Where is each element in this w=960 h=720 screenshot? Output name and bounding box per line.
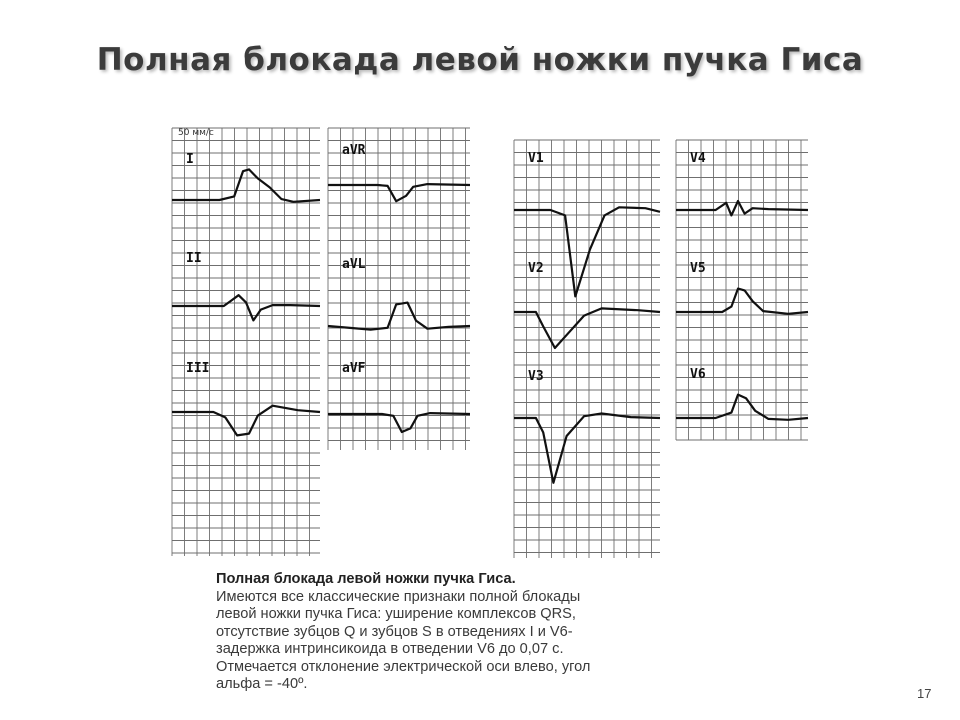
- caption-line: левой ножки пучка Гиса: уширение комплексов QRS,: [216, 606, 576, 622]
- caption-heading: Полная блокада левой ножки пучка Гиса.: [216, 571, 516, 587]
- caption-line: Имеются все классические признаки полной блокады: [216, 588, 581, 605]
- lead-label-v4: V4: [690, 151, 706, 166]
- lead-label-v1: V1: [528, 151, 544, 166]
- lead-label-avr: aVR: [342, 143, 366, 158]
- lead-label-avl: aVL: [342, 257, 366, 272]
- lead-label-ii: II: [186, 251, 202, 266]
- lead-label-v2: V2: [528, 261, 544, 276]
- caption-line: отсутствие зубцов Q и зубцов S в отведениях I и V6-: [216, 623, 573, 640]
- lead-label-v6: V6: [690, 367, 706, 382]
- caption-line: Отмечается отклонение электрической оси влево, угол: [216, 658, 591, 675]
- ecg-panel: [514, 140, 660, 558]
- lead-label-v5: V5: [690, 261, 706, 276]
- caption: [216, 571, 906, 694]
- paper-speed-label: 50 мм/с: [178, 128, 214, 138]
- lead-label-v3: V3: [528, 369, 544, 384]
- lead-label-i: I: [186, 152, 194, 167]
- lead-label-avf: aVF: [342, 361, 366, 376]
- ecg-paper: [172, 128, 320, 556]
- ecg-paper: [328, 128, 470, 450]
- caption-line: альфа = -40º.: [216, 676, 308, 692]
- slide-number: 17: [917, 686, 932, 701]
- ecg-panel: [328, 128, 470, 450]
- lead-label-iii: III: [186, 361, 210, 376]
- slide-title: Полная блокада левой ножки пучка Гиса: [96, 42, 864, 78]
- ecg-panel: [172, 128, 320, 556]
- ecg-panel: [676, 140, 808, 440]
- caption-line: задержка интринсикоида в отведении V6 до 0,07 с.: [216, 641, 564, 657]
